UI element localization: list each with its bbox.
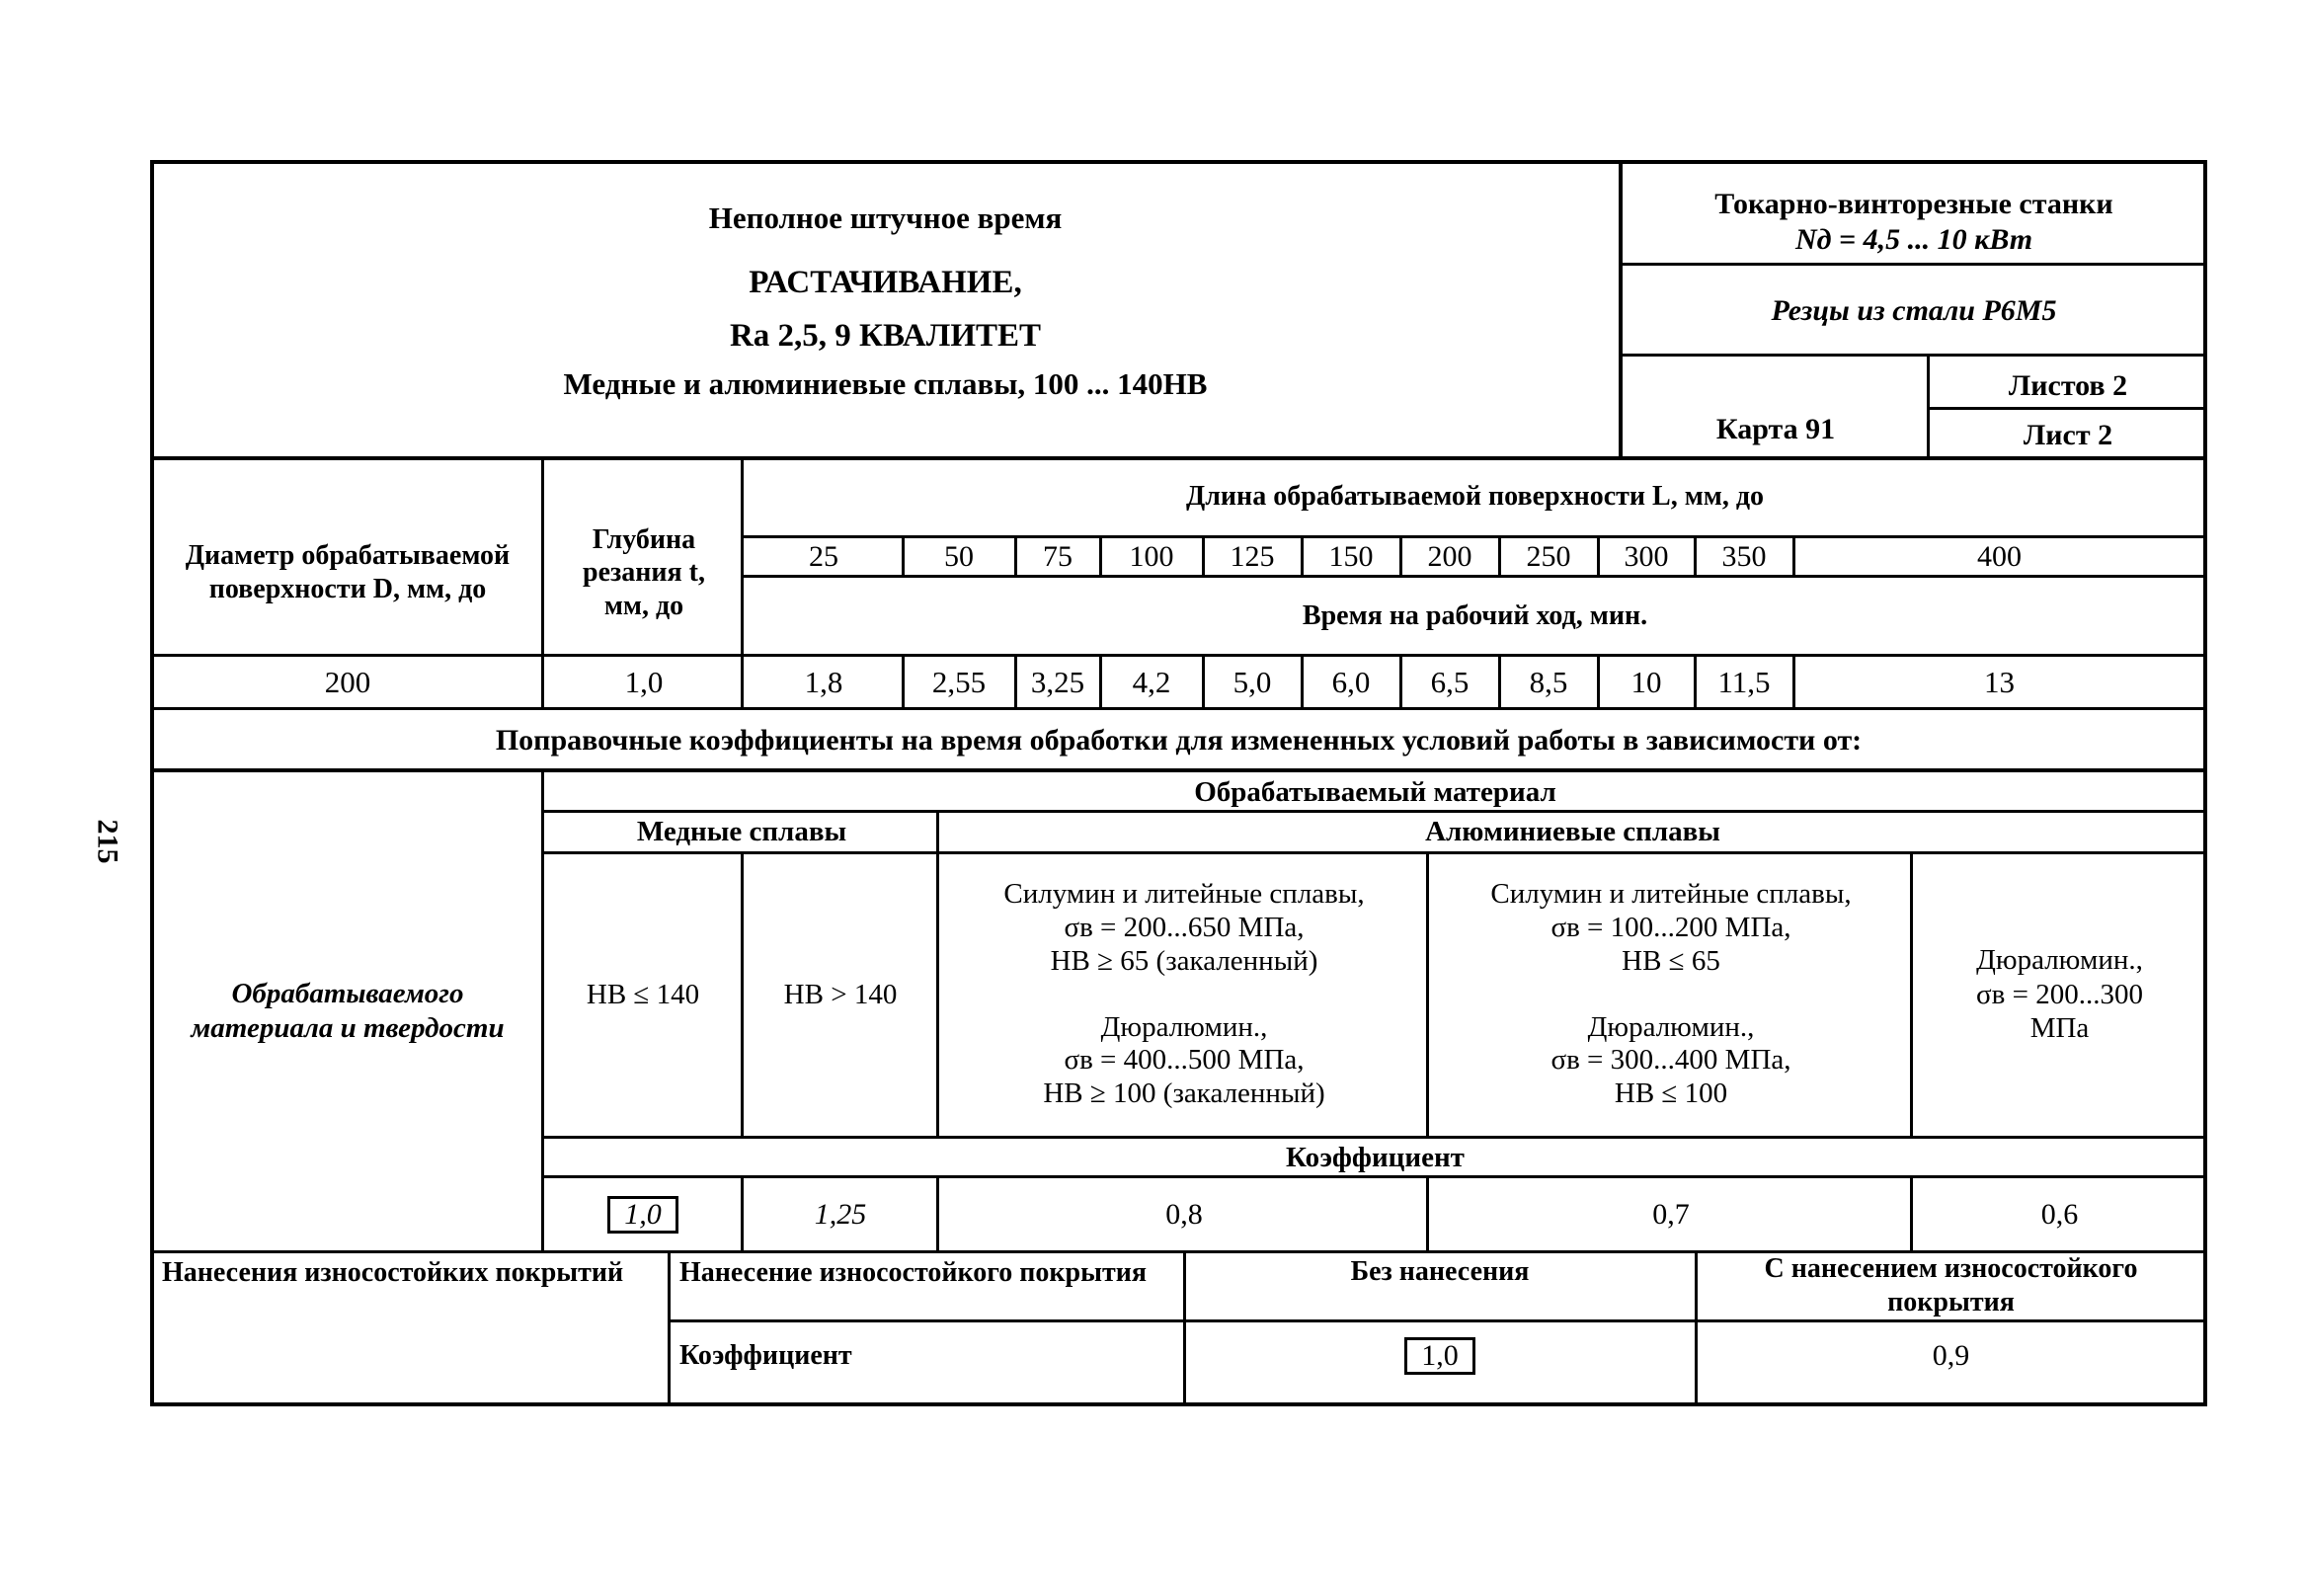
time-cell: 10 [1630,665,1662,700]
border [1426,1175,1429,1252]
material-duralumin: Дюралюмин., σв = 200...300 МПа [1976,943,2143,1045]
time-divider [1301,656,1304,709]
time-cell: 11,5 [1717,665,1771,700]
diameter-header: Диаметр обрабатываемой поверхности D, мм, до [185,540,511,604]
border [741,575,2207,578]
border [541,810,2207,813]
operation-title: РАСТАЧИВАНИЕ, [749,265,1022,301]
length-divider [1202,536,1205,576]
border [1619,263,2207,266]
length-cell: 350 [1721,539,1767,573]
coating-with-header: С нанесением износостойкого покрытия [1764,1253,2138,1317]
time-divider [1792,656,1795,709]
material-row-label: Обрабатываемого материала и твердости [191,978,505,1044]
machine-power: Nд = 4,5 ... 10 кВт [1794,223,2033,256]
time-cell: 8,5 [1529,665,1568,700]
machine-type-line: Токарно-винторезные станки [1714,188,2113,220]
time-cell: 6,0 [1331,665,1371,700]
border [150,160,2207,164]
coating-type-label: Нанесение износостойкого покрытия [679,1257,1147,1288]
border [1619,354,2207,357]
length-divider [1014,536,1017,576]
material-silumin-soft: Силумин и литейные сплавы, σв = 100...200 МПа, НВ ≤ 65 Дюралюмин., σв = 300...400 МПа, НВ ≤ 100 [1490,878,1852,1110]
length-cell: 50 [944,539,974,573]
length-divider [1301,536,1304,576]
border [668,1319,2207,1322]
border [541,770,544,1252]
length-divider [1792,536,1795,576]
coef-hb-gt-140: 1,25 [814,1198,867,1231]
length-cell: 400 [1977,539,2022,573]
sheets-total: Листов 2 [2008,369,2128,402]
border [668,1250,671,1404]
time-cell: 1,8 [804,665,843,700]
length-divider [1597,536,1600,576]
length-divider [1399,536,1402,576]
border [1910,1175,1913,1252]
time-divider [1399,656,1402,709]
page-number: 215 [91,819,124,864]
time-divider [902,656,905,709]
time-divider [1099,656,1102,709]
border [150,1402,2207,1406]
border [150,768,2207,772]
time-cell: 2,55 [931,665,987,700]
card-number: Карта 91 [1715,413,1836,445]
length-header: Длина обрабатываемой поверхности L, мм, до [1185,481,1765,513]
coef-silumin-hard: 0,8 [1165,1198,1203,1231]
coating-coef-label: Коэффициент [679,1340,852,1372]
time-divider [1597,656,1600,709]
border [1183,1250,1186,1404]
length-cell: 200 [1427,539,1472,573]
material-hb-le-140: НВ ≤ 140 [586,978,700,1010]
border [541,851,2207,854]
border [541,458,544,709]
length-cell: 125 [1230,539,1275,573]
length-divider [1498,536,1501,576]
depth-header: Глубина резания t, мм, до [583,523,705,621]
time-cell: 3,25 [1030,665,1085,700]
machine-type [1623,178,2205,267]
time-cell: 13 [1984,665,2015,700]
coating-without-header: Без нанесения [1350,1256,1530,1288]
border [1927,407,2207,410]
time-cell: 4,2 [1132,665,1171,700]
time-divider [1498,656,1501,709]
border [150,654,2207,657]
time-header: Время на рабочий ход, мин. [1302,600,1648,632]
doc-category: Неполное штучное время [708,200,1063,236]
length-cell: 25 [809,539,838,573]
time-cell: 5,0 [1232,665,1272,700]
coating-without-coef: 1,0 [1404,1337,1475,1375]
length-divider [1694,536,1697,576]
time-divider [1694,656,1697,709]
coating-row-label: Нанесения износостойких покрытий [162,1257,624,1288]
coef-hb-le-140: 1,0 [607,1196,678,1234]
length-divider [902,536,905,576]
time-divider [1202,656,1205,709]
coef-silumin-soft: 0,7 [1652,1198,1690,1231]
material-silumin-hard: Силумин и литейные сплавы, σв = 200...650 МПа, НВ ≥ 65 (закаленный) Дюралюмин., σв = 400...500 МПа, НВ ≥ 100 (закаленный) [1003,878,1365,1110]
length-cell: 300 [1624,539,1669,573]
border [1619,160,1623,458]
border [150,1250,2207,1253]
border [541,1136,2207,1139]
border [150,456,2207,460]
coating-with-coef: 0,9 [1932,1339,1970,1372]
border [1426,851,1429,1136]
border [741,851,744,1136]
cutter-material: Резцы из стали Р6М5 [1771,294,2057,327]
length-cell: 75 [1043,539,1073,573]
copper-alloys-header: Медные сплавы [636,815,847,847]
border [2203,160,2207,1406]
length-cell: 150 [1328,539,1374,573]
material-group-header: Обрабатываемый материал [1194,775,1556,808]
border [741,535,2207,538]
border [936,1175,939,1252]
border [741,1175,744,1252]
time-cell: 6,5 [1430,665,1470,700]
border [150,707,2207,710]
material-range: Медные и алюминиевые сплавы, 100 ... 140НВ [563,366,1208,402]
border [541,1175,2207,1178]
corrections-title: Поправочные коэффициенты на время обработки для измененных условий работы в зависимости от: [495,724,1863,757]
time-divider [1014,656,1017,709]
border [741,458,744,709]
border [936,810,939,1136]
material-hb-gt-140: НВ > 140 [783,978,898,1010]
coef-duralumin: 0,6 [2040,1198,2079,1231]
diameter-value: 200 [324,665,371,700]
border [1695,1250,1698,1404]
length-divider [1099,536,1102,576]
length-cell: 250 [1526,539,1571,573]
border [150,160,154,1406]
depth-value: 1,0 [624,665,664,700]
coefficient-header: Коэффициент [1286,1141,1465,1173]
border [1910,851,1913,1136]
sheet-number: Лист 2 [2023,419,2113,451]
length-cell: 100 [1129,539,1174,573]
coating-without-coef-cell [1185,1321,1695,1391]
coef-hb-le-140-cell [545,1179,741,1250]
roughness-quality: Ra 2,5, 9 КВАЛИТЕТ [729,318,1042,355]
aluminium-alloys-header: Алюминиевые сплавы [1425,815,1720,847]
